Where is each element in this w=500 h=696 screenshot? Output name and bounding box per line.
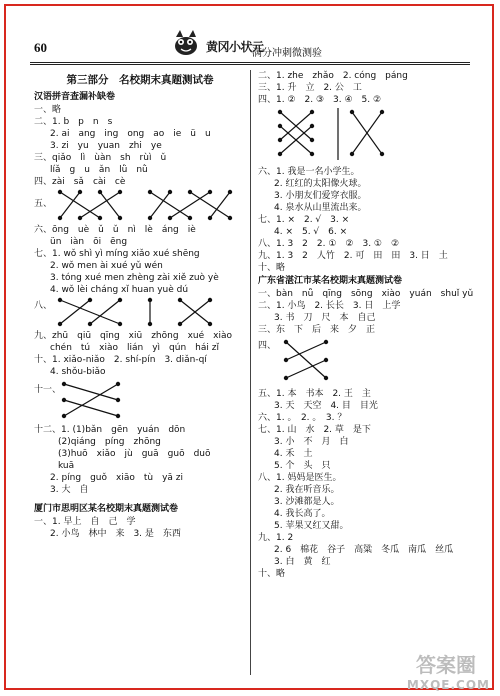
watermark-url: MXQE.COM — [406, 678, 490, 692]
answer-line: 十、略 — [258, 263, 286, 273]
answer-line: 一、bàn nǚ qīng sōng xiào yuán shuǐ yǔ — [258, 289, 474, 299]
answer-line: 十、略 — [258, 569, 286, 579]
page-header — [30, 40, 470, 60]
watermark-logo: 答案圈 — [416, 653, 476, 677]
part-title: 第三部分 名校期末真题测试卷 — [66, 74, 214, 86]
answer-line: 八、1. 3 2 2. ① ② 3. ① ② — [258, 239, 400, 249]
header-rule — [30, 62, 470, 63]
answer-line: 3. 天 天空 4. 目 目光 — [274, 401, 378, 411]
answer-line: (2)qiáng píng zhōng — [58, 437, 161, 447]
answer-line: 3. 小朋友们爱穿衣服。 — [274, 191, 367, 201]
answer-line: 3. zi yu yuan zhi ye — [50, 141, 162, 151]
answer-line: 八、1. 妈妈是医生。 — [258, 473, 342, 483]
question-label: 八、 — [34, 301, 53, 311]
answer-line: 4. × 5. √ 6. × — [274, 227, 348, 237]
question-label: 四、 — [258, 341, 277, 351]
answer-line: 2. 我在听音乐。 — [274, 485, 340, 495]
answer-line: 4. 我长高了。 — [274, 509, 331, 519]
answer-line: 4. 禾 土 — [274, 449, 313, 459]
answer-line: 七、1. × 2. √ 3. × — [258, 215, 350, 225]
answer-line: líǎ g u ǎn lǜ nǜ — [50, 165, 148, 175]
answer-line: 三、东 下 后 来 夕 正 — [258, 325, 376, 335]
matching-diagram-5 — [34, 188, 246, 224]
matching-lines-diagram — [58, 380, 148, 422]
answer-line: 3. 书 刀 尺 本 自己 — [274, 313, 376, 323]
header-subtitle: 满分冲刺微测验 — [252, 48, 322, 59]
cartoon-mascot-icon — [168, 28, 204, 58]
answer-line: 十二、1. (1)bǎn gēn yuán dōn — [34, 425, 186, 435]
answer-line: 二、1. b p n s — [34, 117, 113, 127]
answer-line: 4. 泉水从山里流出来。 — [274, 203, 367, 213]
answer-line: 4. wǒ lèi cháng xǐ huan yuè dú — [50, 285, 189, 295]
answer-line: 七、1. wǒ shì yì míng xiǎo xué shēng — [34, 249, 200, 259]
answer-line: 3. 大 自 — [50, 485, 89, 495]
matching-diagram-4-right — [258, 336, 473, 388]
answer-line: 5. 苹果又红又甜。 — [274, 521, 349, 531]
answer-line: ün iàn ōi ēng — [50, 237, 128, 247]
question-label: 五、 — [34, 199, 53, 209]
answer-line: 2. 6 棉花 谷子 高粱 冬瓜 南瓜 丝瓜 — [274, 545, 454, 555]
left-column — [34, 70, 246, 540]
answer-line: 3. 白 黄 红 — [274, 557, 331, 567]
matching-lines-diagram — [272, 106, 392, 164]
matching-diagram-5-right — [258, 106, 473, 166]
question-label: 十一、 — [34, 385, 62, 395]
answer-line: 七、1. 山 水 2. 草 是下 — [258, 425, 371, 435]
brand-logo-text: 黄冈小状元 — [206, 40, 264, 54]
answer-line: 一、略 — [34, 105, 62, 115]
answer-line: 五、1. 本 书本 2. 王 主 — [258, 389, 371, 399]
answer-line: 5. 个 头 只 — [274, 461, 331, 471]
answer-line: 2. 红红的太阳像火球。 — [274, 179, 367, 189]
answer-line: 3. tóng xué men zhèng zài xiě zuò yè — [50, 273, 219, 283]
answer-line: 3. 沙滩都是人。 — [274, 497, 340, 507]
section-title-pinyin: 汉语拼音查漏补缺卷 — [34, 92, 116, 102]
matching-lines-diagram — [54, 188, 244, 222]
answer-line: 九、1. 3 2 人竹 2. 可 田 田 3. 日 土 — [258, 251, 448, 261]
answer-line: 六、ōng uè ǔ ǔ nì lè áng iè — [34, 225, 196, 235]
answer-line: 三、qiǎo lì ùàn sh rùì ǔ — [34, 153, 167, 163]
answer-line: 四、zài sǎ cài cè — [34, 177, 126, 187]
answer-line: 九、1. 2 — [258, 533, 294, 543]
section-title-xiamen: 厦门市思明区某名校期末真题测试卷 — [34, 504, 179, 514]
answer-line: kuā — [58, 461, 75, 471]
section-title-zhanjiang: 广东省湛江市某名校期末真题测试卷 — [258, 276, 403, 286]
answer-line: 六、1. 我是一名小学生。 — [258, 167, 360, 177]
answer-line: 一、1. 早上 自 己 学 — [34, 517, 136, 527]
answer-line: 十、1. xiǎo-niǎo 2. shí-pín 3. diǎn-qí — [34, 355, 207, 365]
answer-line: 2. 小鸟 林中 来 3. 是 东西 — [50, 529, 181, 539]
column-divider — [250, 70, 251, 675]
answer-line: 九、zhū qiū qīng xiū zhōng xué xiào — [34, 331, 232, 341]
answer-line: 六、1. 。 2. 。 3. ？ — [258, 413, 347, 423]
answer-line: chén tú xiào lián yì qún hái zǐ — [50, 343, 219, 353]
answer-line: 2. ai ang ing ong ao ie ü u — [50, 129, 211, 139]
page-number: 60 — [34, 40, 47, 55]
answer-line: 4. shǒu-biǎo — [50, 367, 106, 377]
answer-line: 三、1. 升 立 2. 公 工 — [258, 83, 362, 93]
answer-line: 四、1. ② 2. ③ 3. ④ 5. ② — [258, 95, 382, 105]
answer-line: 2. wǒ men ài xué yǔ wén — [50, 261, 163, 271]
matching-diagram-11 — [34, 378, 246, 424]
answer-line: 2. píng guǒ xiāo tù yā zi — [50, 473, 184, 483]
matching-lines-diagram — [54, 296, 244, 328]
right-column — [258, 70, 473, 580]
answer-line: 二、1. 小鸟 2. 长长 3. 日 上学 — [258, 301, 401, 311]
answer-line: 二、1. zhe zhǎo 2. cóng páng — [258, 71, 408, 81]
header-rule-secondary — [30, 64, 470, 65]
matching-diagram-8 — [34, 296, 246, 330]
answer-line: (3)huō xiǎo jù guā guō duō — [58, 449, 211, 459]
answer-line: 3. 小 不 月 白 — [274, 437, 349, 447]
matching-lines-diagram — [280, 336, 360, 386]
